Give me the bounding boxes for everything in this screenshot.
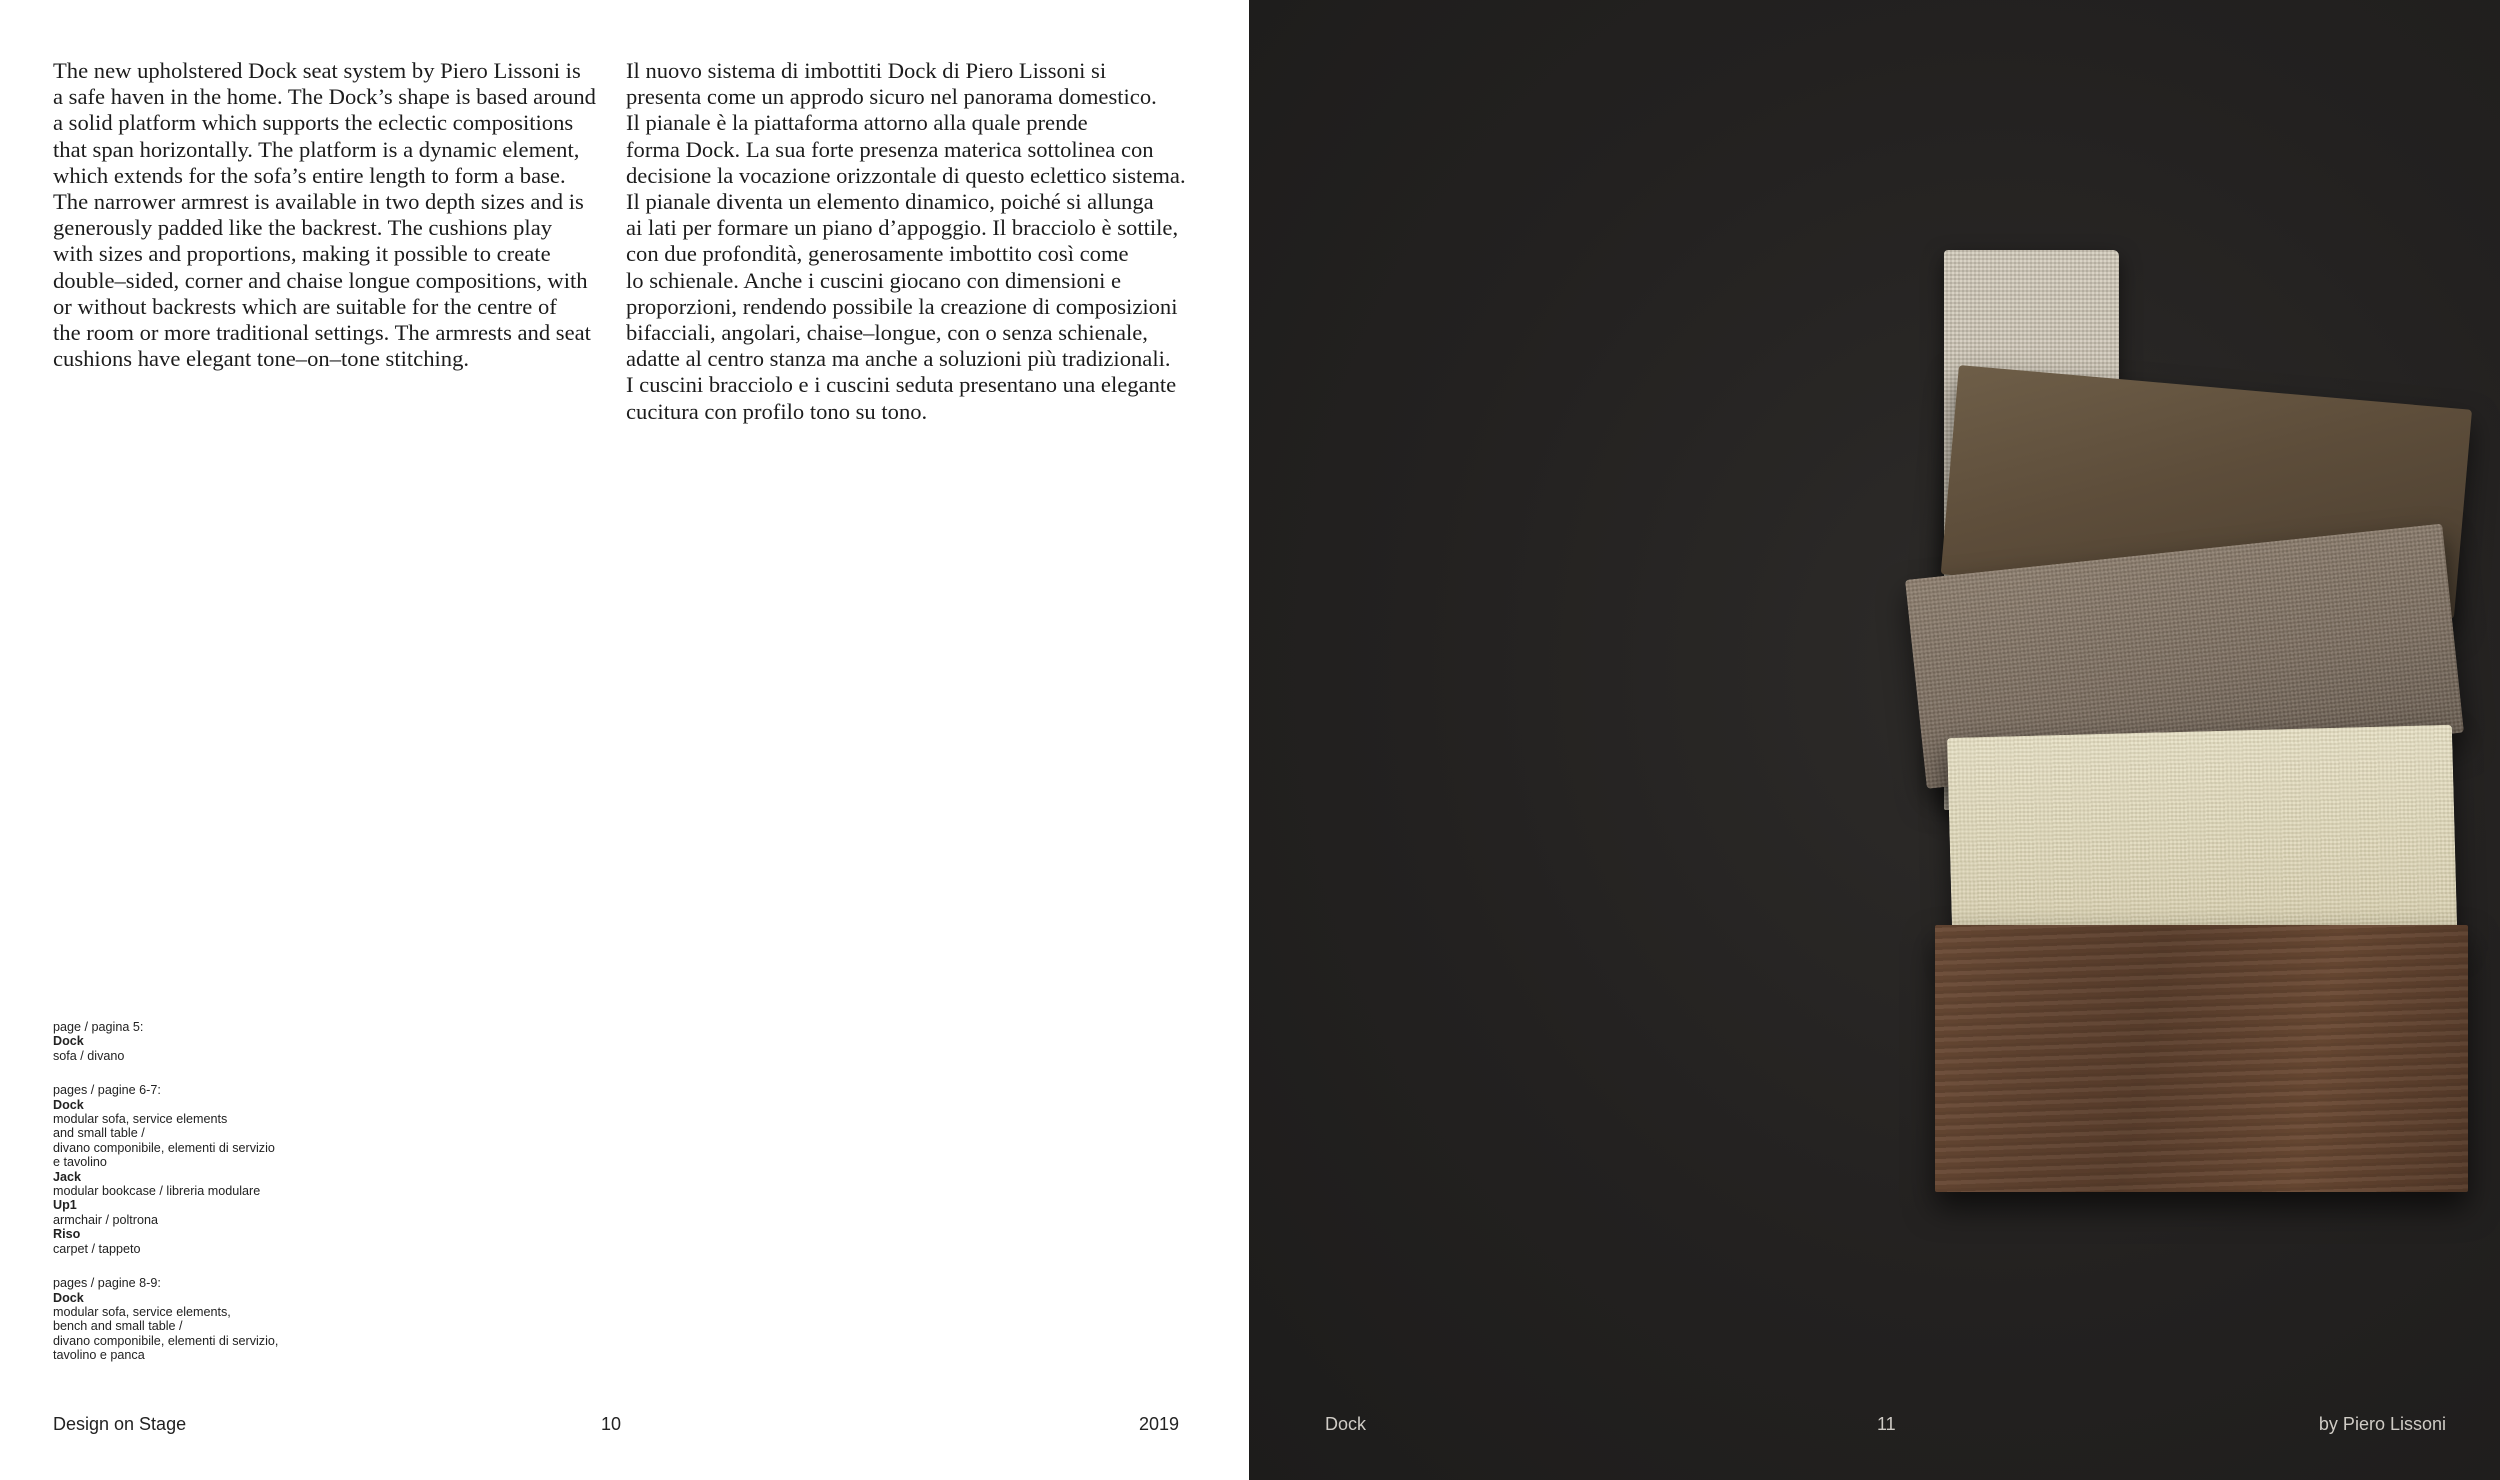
caption-product-name: Dock <box>53 1290 84 1305</box>
caption-line: tavolino e panca <box>53 1348 145 1363</box>
footer-year: 2019 <box>1138 1414 1179 1434</box>
italian-text-column <box>626 58 1186 425</box>
cream-fabric-swatch <box>1947 725 2457 953</box>
text-line: or without backrests which are suitable for the centre of <box>53 293 557 319</box>
text-line: the room or more traditional settings. The armrests and seat <box>53 320 591 346</box>
text-line: which extends for the sofa’s entire length to form a base. <box>53 162 566 188</box>
caption-line: divano componibile, elementi di servizio <box>53 1140 275 1155</box>
text-line: lo schienale. Anche i cuscini giocano con dimensioni e <box>626 267 1122 293</box>
text-line: The narrower armrest is available in two depth sizes and is <box>53 189 584 215</box>
walnut-wood-swatch <box>1935 925 2468 1192</box>
text-line: generously padded like the backrest. The cushions play <box>53 215 553 241</box>
text-line: con due profondità, generosamente imbottito così come <box>626 241 1129 267</box>
text-line: cushions have elegant tone–on–tone stitching. <box>53 346 470 372</box>
caption-product-name: Riso <box>53 1227 81 1242</box>
text-line: presenta come un approdo sicuro nel panorama domestico. <box>626 84 1157 110</box>
left-page <box>0 0 1249 1480</box>
caption-line: sofa / divano <box>53 1048 125 1063</box>
text-line: Il pianale è la piattaforma attorno alla quale prende <box>626 110 1088 136</box>
caption-product-name: Dock <box>53 1097 84 1112</box>
caption-block <box>53 1083 278 1256</box>
caption-line: pages / pagine 6-7: <box>53 1083 161 1098</box>
footer-product-name: Dock <box>1325 1414 1367 1434</box>
caption-line: modular sofa, service elements <box>53 1112 228 1127</box>
caption-product-name: Dock <box>53 1034 84 1049</box>
photo-captions <box>53 1020 278 1383</box>
text-line: Il pianale diventa un elemento dinamico, poiché si allunga <box>626 189 1154 215</box>
caption-line: modular sofa, service elements, <box>53 1304 231 1319</box>
english-text-column <box>53 58 596 372</box>
caption-line: carpet / tappeto <box>53 1241 141 1256</box>
text-line: ai lati per formare un piano d’appoggio. Il bracciolo è sottile, <box>626 215 1179 241</box>
caption-line: e tavolino <box>53 1155 107 1170</box>
material-swatches <box>1569 240 2169 1240</box>
caption-line: armchair / poltrona <box>53 1212 158 1227</box>
footer-page-number-left: 10 <box>601 1414 622 1434</box>
footer-publication-title: Design on Stage <box>53 1414 187 1434</box>
text-line: bifacciali, angolari, chaise–longue, con o senza schienale, <box>626 320 1148 346</box>
text-line: I cuscini bracciolo e i cuscini seduta presentano una elegante <box>626 372 1177 398</box>
text-line: a solid platform which supports the eclectic compositions <box>53 110 574 136</box>
text-line: with sizes and proportions, making it possible to create <box>53 241 551 267</box>
text-line: proporzioni, rendendo possibile la creazione di composizioni <box>626 293 1178 319</box>
caption-product-name: Up1 <box>53 1198 77 1213</box>
text-line: a safe haven in the home. The Dock’s shape is based around <box>53 84 596 110</box>
caption-block <box>53 1276 278 1362</box>
text-line: Il nuovo sistema di imbottiti Dock di Piero Lissoni si <box>626 58 1107 83</box>
text-line: cucitura con profilo tono su tono. <box>626 398 928 424</box>
text-line: forma Dock. La sua forte presenza materica sottolinea con <box>626 136 1154 162</box>
caption-line: page / pagina 5: <box>53 1020 144 1034</box>
caption-block <box>53 1020 278 1063</box>
right-page-photo <box>1249 0 2500 1480</box>
text-line: adatte al centro stanza ma anche a soluzioni più tradizionali. <box>626 346 1171 372</box>
caption-line: and small table / <box>53 1126 145 1141</box>
text-line: decisione la vocazione orizzontale di questo eclettico sistema. <box>626 162 1186 188</box>
footer-page-number-right: 11 <box>1877 1414 1896 1434</box>
text-line: that span horizontally. The platform is a dynamic element, <box>53 136 580 162</box>
caption-line: divano componibile, elementi di servizio, <box>53 1333 279 1348</box>
footer-designer: by Piero Lissoni <box>2318 1414 2446 1434</box>
text-line: The new upholstered Dock seat system by Piero Lissoni is <box>53 58 581 83</box>
caption-line: pages / pagine 8-9: <box>53 1276 161 1291</box>
caption-line: bench and small table / <box>53 1319 183 1334</box>
caption-line: modular bookcase / libreria modulare <box>53 1184 261 1199</box>
caption-product-name: Jack <box>53 1169 82 1184</box>
text-line: double–sided, corner and chaise longue compositions, with <box>53 267 588 293</box>
